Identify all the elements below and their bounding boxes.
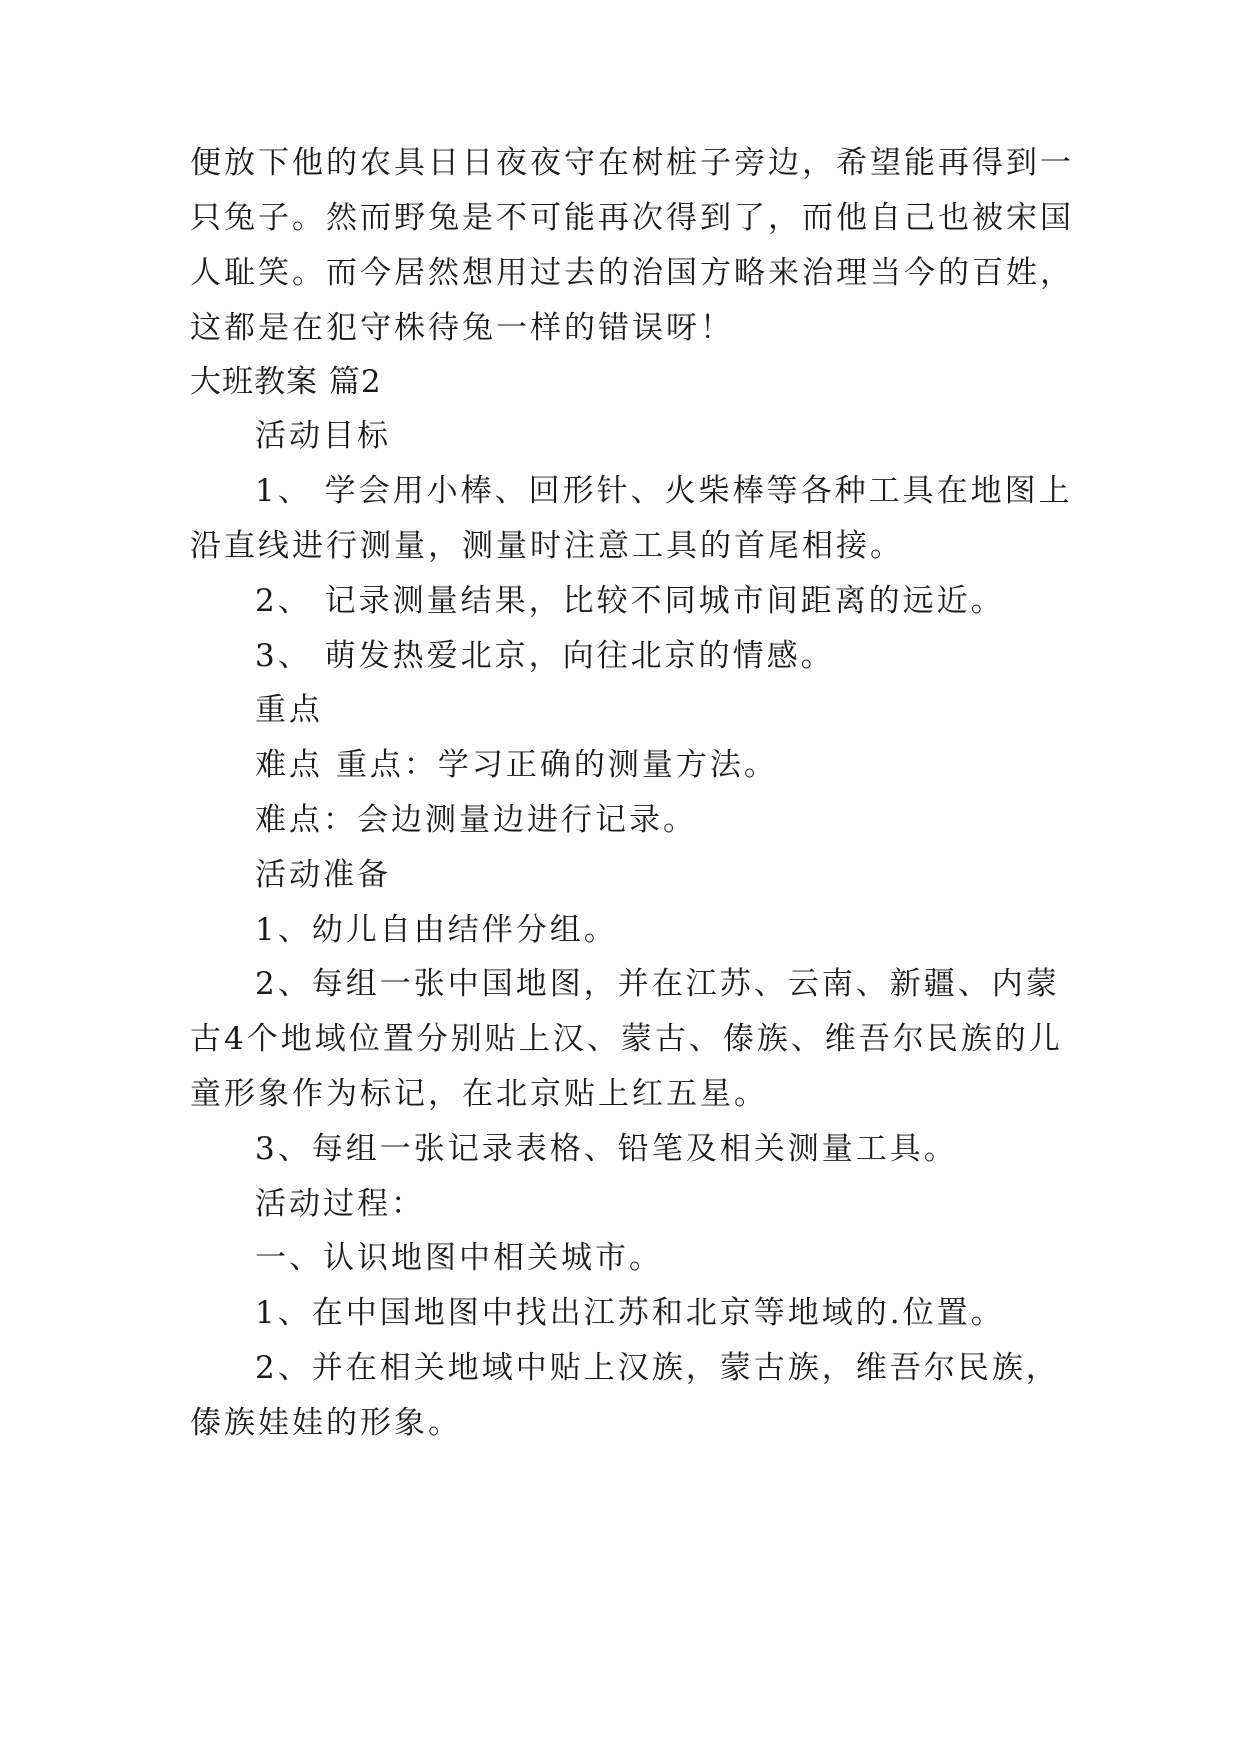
- key-points-line-1: 难点 重点：学习正确的测量方法。: [255, 747, 778, 783]
- section-title: 大班教案 篇2: [190, 364, 382, 400]
- process-item-2: 2、并在相关地域中贴上汉族，蒙古族，维吾尔民族，: [255, 1350, 1060, 1386]
- paragraph-line: 只兔子。然而野兔是不可能再次得到了，而他自己也被宋国: [190, 200, 1074, 236]
- key-points-line-2: 难点：会边测量边进行记录。: [255, 802, 697, 838]
- paragraph-line: 便放下他的农具日日夜夜守在树桩子旁边，希望能再得到一: [190, 145, 1074, 181]
- process-step-1: 一、认识地图中相关城市。: [255, 1240, 663, 1276]
- goal-item-1: 1、 学会用小棒、回形针、火柴棒等各种工具在地图上: [255, 473, 1073, 509]
- preparation-item-1: 1、幼儿自由结伴分组。: [255, 912, 618, 948]
- preparation-item-2-cont: 古4个地域位置分别贴上汉、蒙古、傣族、维吾尔民族的儿: [190, 1021, 1063, 1057]
- goals-heading: 活动目标: [255, 418, 391, 454]
- paragraph-line: 这都是在犯守株待兔一样的错误呀！: [190, 310, 734, 346]
- process-item-1: 1、在中国地图中找出江苏和北京等地域的.位置。: [255, 1295, 1005, 1331]
- preparation-item-2: 2、每组一张中国地图，并在江苏、云南、新疆、内蒙: [255, 966, 1060, 1002]
- preparation-item-2-cont: 童形象作为标记，在北京贴上红五星。: [190, 1076, 768, 1112]
- goal-item-1-cont: 沿直线进行测量，测量时注意工具的首尾相接。: [190, 528, 904, 564]
- goal-item-3: 3、 萌发热爱北京，向往北京的情感。: [255, 638, 835, 674]
- paragraph-line: 人耻笑。而今居然想用过去的治国方略来治理当今的百姓，: [190, 255, 1074, 291]
- key-points-heading: 重点: [255, 692, 323, 728]
- process-item-2-cont: 傣族娃娃的形象。: [190, 1405, 462, 1441]
- goal-item-2: 2、 记录测量结果，比较不同城市间距离的远近。: [255, 583, 1005, 619]
- preparation-heading: 活动准备: [255, 857, 391, 893]
- process-heading: 活动过程：: [255, 1186, 425, 1222]
- preparation-item-3: 3、每组一张记录表格、铅笔及相关测量工具。: [255, 1131, 958, 1167]
